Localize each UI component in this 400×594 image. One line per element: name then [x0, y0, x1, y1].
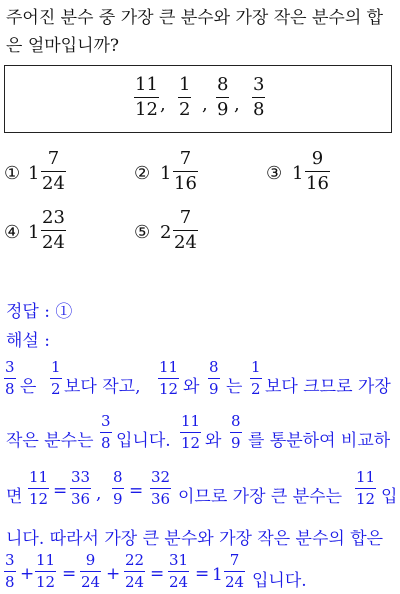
equals: = [195, 564, 210, 584]
frac-8-9: 8 9 [231, 412, 241, 453]
choice-label: ④ [4, 222, 21, 243]
text: 를 통분하여 비교하 [248, 431, 391, 451]
box-separator: , [234, 94, 240, 115]
question-line-1: 주어진 분수 중 가장 큰 분수와 가장 작은 분수의 합 [6, 8, 384, 28]
text: 입 [381, 487, 398, 507]
frac-8-9: 8 9 [209, 358, 219, 399]
equals: = [150, 564, 165, 584]
text: 이므로 가장 큰 분수는 [178, 487, 343, 507]
choice-whole: 1 [292, 163, 304, 184]
frac-11-12: 11 12 [159, 358, 179, 399]
frac-3-8: 3 8 [5, 358, 15, 399]
choice-label: ② [134, 163, 151, 184]
choice-whole: 1 [160, 163, 172, 184]
frac-11-12: 11 12 [36, 551, 56, 592]
frac-7-24: 7 24 [225, 551, 245, 592]
frac-22-24: 22 24 [125, 551, 145, 592]
choice-label: ⑤ [134, 222, 151, 243]
box-fraction-8-9: 8 9 [217, 74, 229, 121]
plus: + [106, 564, 121, 584]
frac-3-8: 3 8 [5, 551, 15, 592]
choice-fraction: 9 16 [306, 148, 329, 195]
choice-fraction: 7 24 [42, 148, 65, 195]
text: 은 [20, 377, 37, 397]
text: 입니다. [252, 571, 307, 591]
box-separator: , [160, 94, 166, 115]
frac-1-2: 1 2 [251, 358, 261, 399]
frac-31-24: 31 24 [169, 551, 189, 592]
frac-1-2: 1 2 [51, 358, 61, 399]
answer-label: 정답 : [6, 302, 56, 322]
choice-fraction: 7 16 [174, 148, 197, 195]
plus: + [20, 564, 35, 584]
frac-11-12: 11 12 [29, 468, 49, 509]
mixed-whole: 1 [212, 565, 223, 585]
frac-11-12: 11 12 [181, 412, 201, 453]
choice-whole: 2 [160, 222, 172, 243]
text: 작은 분수는 [6, 431, 94, 451]
frac-8-9: 8 9 [113, 468, 123, 509]
text: 니다. 따라서 가장 큰 분수와 가장 작은 분수의 합은 [6, 529, 384, 549]
explanation-label: 해설 : [6, 331, 50, 351]
frac-9-24: 9 24 [81, 551, 101, 592]
choice-fraction: 7 24 [174, 207, 197, 254]
comma: , [96, 484, 102, 504]
box-separator: , [202, 94, 208, 115]
box-fraction-11-12: 11 12 [135, 74, 158, 121]
frac-32-36: 32 36 [151, 468, 171, 509]
equals: = [62, 564, 77, 584]
frac-33-36: 33 36 [71, 468, 91, 509]
equals: = [53, 481, 68, 501]
fraction-box [4, 65, 392, 133]
equals: = [129, 481, 144, 501]
text: 는 [226, 377, 243, 397]
frac-3-8: 3 8 [101, 412, 111, 453]
choice-whole: 1 [28, 163, 40, 184]
text: 와 [205, 431, 222, 451]
question-line-2: 은 얼마입니까? [6, 36, 120, 56]
text: 보다 작고, [64, 377, 141, 397]
choice-fraction: 23 24 [42, 207, 65, 254]
text: 보다 크므로 가장 [265, 377, 391, 397]
choice-whole: 1 [28, 222, 40, 243]
answer [6, 297, 72, 322]
answer-value: ① [55, 302, 73, 322]
frac-11-12: 11 12 [356, 468, 376, 509]
box-fraction-1-2: 1 2 [179, 74, 191, 121]
text: 입니다. [116, 431, 171, 451]
choice-label: ③ [266, 163, 283, 184]
choice-label: ① [4, 163, 21, 184]
text: 면 [6, 487, 23, 507]
text: 와 [183, 377, 200, 397]
box-fraction-3-8: 3 8 [253, 74, 265, 121]
